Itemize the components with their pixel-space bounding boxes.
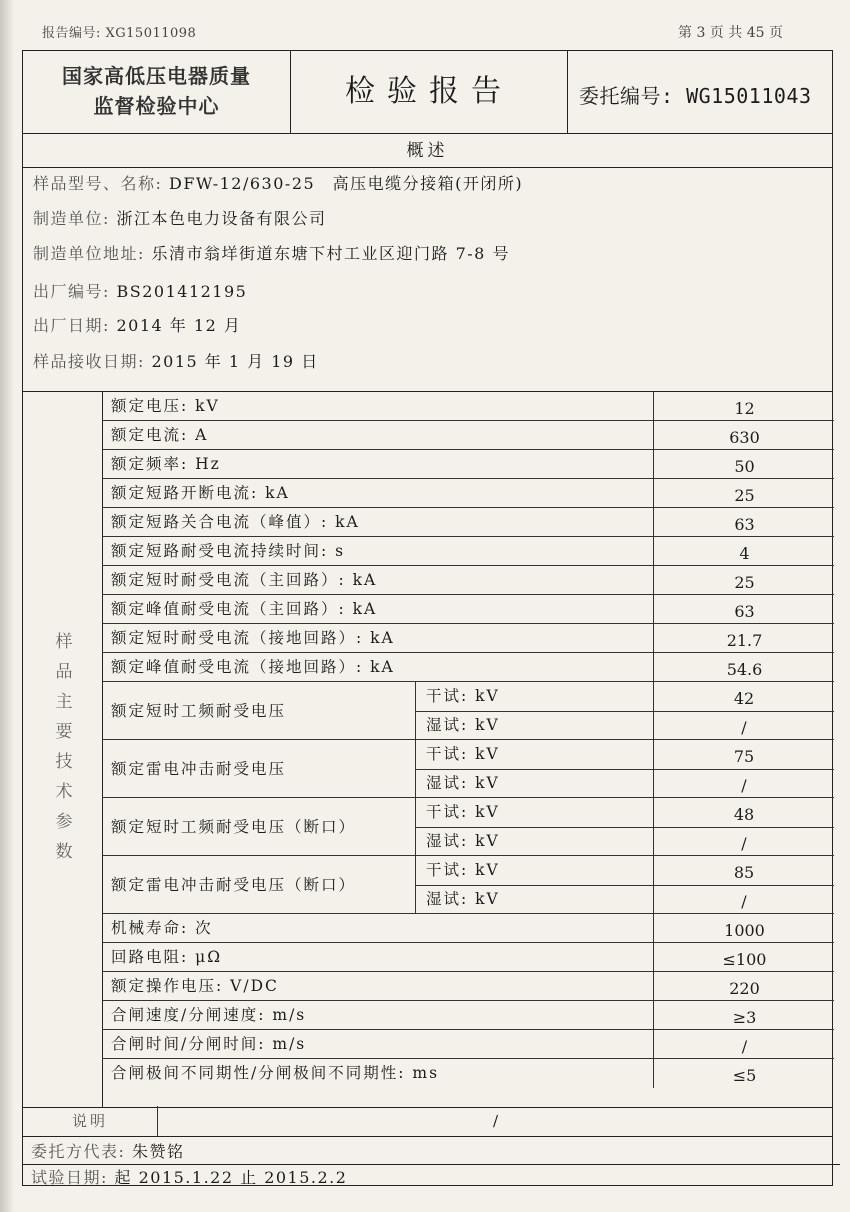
parameter-value: 63 bbox=[653, 508, 835, 536]
parameter-value: / bbox=[653, 885, 834, 914]
info-value: 乐清市翁垟街道东塘下村工业区迎门路 7-8 号 bbox=[151, 244, 510, 263]
page-binding-shadow bbox=[0, 0, 14, 1212]
overview-heading: 概述 bbox=[23, 133, 832, 168]
table-row bbox=[103, 537, 834, 566]
page-indicator: 第 3 页 共 45 页 bbox=[678, 25, 783, 41]
parameter-name: 额定电压: kV bbox=[111, 397, 220, 415]
remarks-label: 说明 bbox=[23, 1106, 158, 1136]
info-line bbox=[33, 313, 241, 336]
report-title: 检验报告 bbox=[291, 51, 568, 133]
parameter-value: 48 bbox=[653, 798, 834, 827]
parameter-name: 回路电阻: μΩ bbox=[111, 948, 223, 966]
sub-row-divider bbox=[415, 885, 834, 886]
table-row bbox=[103, 1059, 834, 1088]
parameter-value: 21.7 bbox=[653, 624, 835, 652]
client-rep-value: 朱赞铭 bbox=[132, 1142, 185, 1161]
parameter-name: 额定操作电压: V/DC bbox=[111, 977, 279, 995]
table-row bbox=[103, 479, 834, 508]
entrust-number: 委托编号: WG15011043 bbox=[579, 84, 812, 108]
parameter-value: 12 bbox=[653, 392, 835, 420]
info-value: 2014 年 12 月 bbox=[116, 316, 242, 335]
parameter-name: 额定电流: A bbox=[111, 426, 209, 444]
test-date-value: 起 2015.1.22 止 2015.2.2 bbox=[114, 1168, 348, 1187]
table-row bbox=[103, 450, 834, 479]
info-value: DFW-12/630-25 高压电缆分接箱(开闭所) bbox=[169, 174, 524, 193]
issuing-organization bbox=[23, 51, 291, 133]
parameter-name: 额定雷电冲击耐受电压 bbox=[111, 760, 287, 778]
parameter-name: 机械寿命: 次 bbox=[111, 919, 213, 937]
parameter-value: 25 bbox=[653, 479, 835, 507]
test-condition-label: 干试: kV bbox=[415, 798, 653, 827]
info-value: BS201412195 bbox=[116, 282, 248, 301]
table-row bbox=[103, 914, 834, 943]
remarks-row bbox=[23, 1106, 832, 1137]
info-value: 浙江本色电力设备有限公司 bbox=[116, 209, 327, 228]
grouped-parameter-row bbox=[103, 740, 834, 798]
parameter-value: / bbox=[653, 711, 834, 740]
parameter-name: 额定雷电冲击耐受电压（断口） bbox=[111, 876, 357, 894]
parameter-value: / bbox=[653, 827, 834, 856]
report-header bbox=[23, 51, 832, 134]
parameter-name: 额定短时工频耐受电压（断口） bbox=[111, 818, 357, 836]
parameter-name: 额定短路耐受电流持续时间: s bbox=[111, 542, 346, 560]
table-row bbox=[103, 392, 834, 421]
test-date-label: 试验日期: bbox=[31, 1168, 108, 1187]
table-row bbox=[103, 653, 834, 682]
report-sheet bbox=[22, 50, 833, 1186]
test-condition-label: 干试: kV bbox=[415, 740, 653, 769]
parameter-value: 42 bbox=[653, 682, 834, 711]
parameter-value: 54.6 bbox=[653, 653, 835, 681]
parameter-value: ≤5 bbox=[653, 1059, 835, 1088]
grouped-parameter-row bbox=[103, 856, 834, 914]
info-line bbox=[33, 171, 523, 194]
table-row bbox=[103, 624, 834, 653]
client-representative bbox=[31, 1139, 185, 1162]
remarks-value: / bbox=[492, 1112, 499, 1130]
test-condition-label: 干试: kV bbox=[415, 856, 653, 885]
parameter-value: ≤100 bbox=[653, 943, 835, 971]
info-value: 2015 年 1 月 19 日 bbox=[151, 352, 319, 371]
grouped-parameter-row bbox=[103, 682, 834, 740]
parameter-value: 220 bbox=[653, 972, 835, 1000]
info-label: 样品接收日期: bbox=[33, 352, 145, 371]
parameter-name: 合闸速度/分闸速度: m/s bbox=[111, 1006, 307, 1024]
info-label: 出厂日期: bbox=[33, 316, 110, 335]
info-label: 制造单位: bbox=[33, 209, 110, 228]
parameter-name: 合闸时间/分闸时间: m/s bbox=[111, 1035, 307, 1053]
parameter-value: 630 bbox=[653, 421, 835, 449]
table-row bbox=[103, 972, 834, 1001]
sub-row-divider bbox=[415, 711, 834, 712]
parameters-side-label bbox=[23, 392, 103, 1107]
table-row bbox=[103, 943, 834, 972]
info-label: 样品型号、名称: bbox=[33, 174, 163, 193]
sub-row-divider bbox=[415, 827, 834, 828]
parameter-name: 额定短时耐受电流（接地回路）: kA bbox=[111, 629, 395, 647]
parameter-name: 额定短时工频耐受电压 bbox=[111, 702, 287, 720]
parameter-value: / bbox=[653, 1030, 835, 1058]
parameter-value: 1000 bbox=[653, 914, 835, 942]
org-line-1: 国家高低压电器质量 bbox=[62, 64, 251, 88]
parameter-value: 50 bbox=[653, 450, 835, 478]
org-line-2: 监督检验中心 bbox=[93, 94, 220, 118]
parameter-value: 75 bbox=[653, 740, 834, 769]
parameter-value: 63 bbox=[653, 595, 835, 623]
test-condition-label: 湿试: kV bbox=[415, 827, 653, 856]
report-number: 报告编号: XG15011098 bbox=[42, 26, 197, 41]
parameter-name: 额定短路开断电流: kA bbox=[111, 484, 290, 502]
test-condition-label: 干试: kV bbox=[415, 682, 653, 711]
info-line bbox=[33, 206, 327, 229]
parameter-name: 额定峰值耐受电流（接地回路）: kA bbox=[111, 658, 395, 676]
parameter-value: 25 bbox=[653, 566, 835, 594]
parameter-value: ≥3 bbox=[653, 1001, 835, 1029]
table-row bbox=[103, 421, 834, 450]
info-line bbox=[33, 279, 247, 302]
table-row bbox=[103, 595, 834, 624]
parameter-value: / bbox=[653, 769, 834, 798]
table-row bbox=[103, 566, 834, 595]
parameter-name: 额定短路关合电流（峰值）: kA bbox=[111, 513, 360, 531]
table-row bbox=[103, 508, 834, 537]
table-row bbox=[103, 1001, 834, 1030]
info-line bbox=[33, 349, 319, 372]
parameter-value: 4 bbox=[653, 537, 835, 565]
test-date bbox=[23, 1164, 840, 1187]
parameter-value: 85 bbox=[653, 856, 834, 885]
test-condition-label: 湿试: kV bbox=[415, 885, 653, 914]
parameter-name: 额定短时耐受电流（主回路）: kA bbox=[111, 571, 378, 589]
parameter-name: 合闸极间不同期性/分闸极间不同期性: ms bbox=[111, 1064, 440, 1082]
sub-row-divider bbox=[415, 769, 834, 770]
table-row bbox=[103, 1030, 834, 1059]
client-rep-label: 委托方代表: bbox=[31, 1142, 126, 1161]
side-label-text: 样品主要技术参数 bbox=[55, 632, 73, 862]
info-label: 制造单位地址: bbox=[33, 244, 145, 263]
info-label: 出厂编号: bbox=[33, 282, 110, 301]
parameter-name: 额定峰值耐受电流（主回路）: kA bbox=[111, 600, 378, 618]
test-condition-label: 湿试: kV bbox=[415, 711, 653, 740]
info-line bbox=[33, 241, 510, 264]
grouped-parameter-row bbox=[103, 798, 834, 856]
technical-parameters-table bbox=[23, 391, 832, 1108]
parameter-name: 额定频率: Hz bbox=[111, 455, 221, 473]
test-condition-label: 湿试: kV bbox=[415, 769, 653, 798]
